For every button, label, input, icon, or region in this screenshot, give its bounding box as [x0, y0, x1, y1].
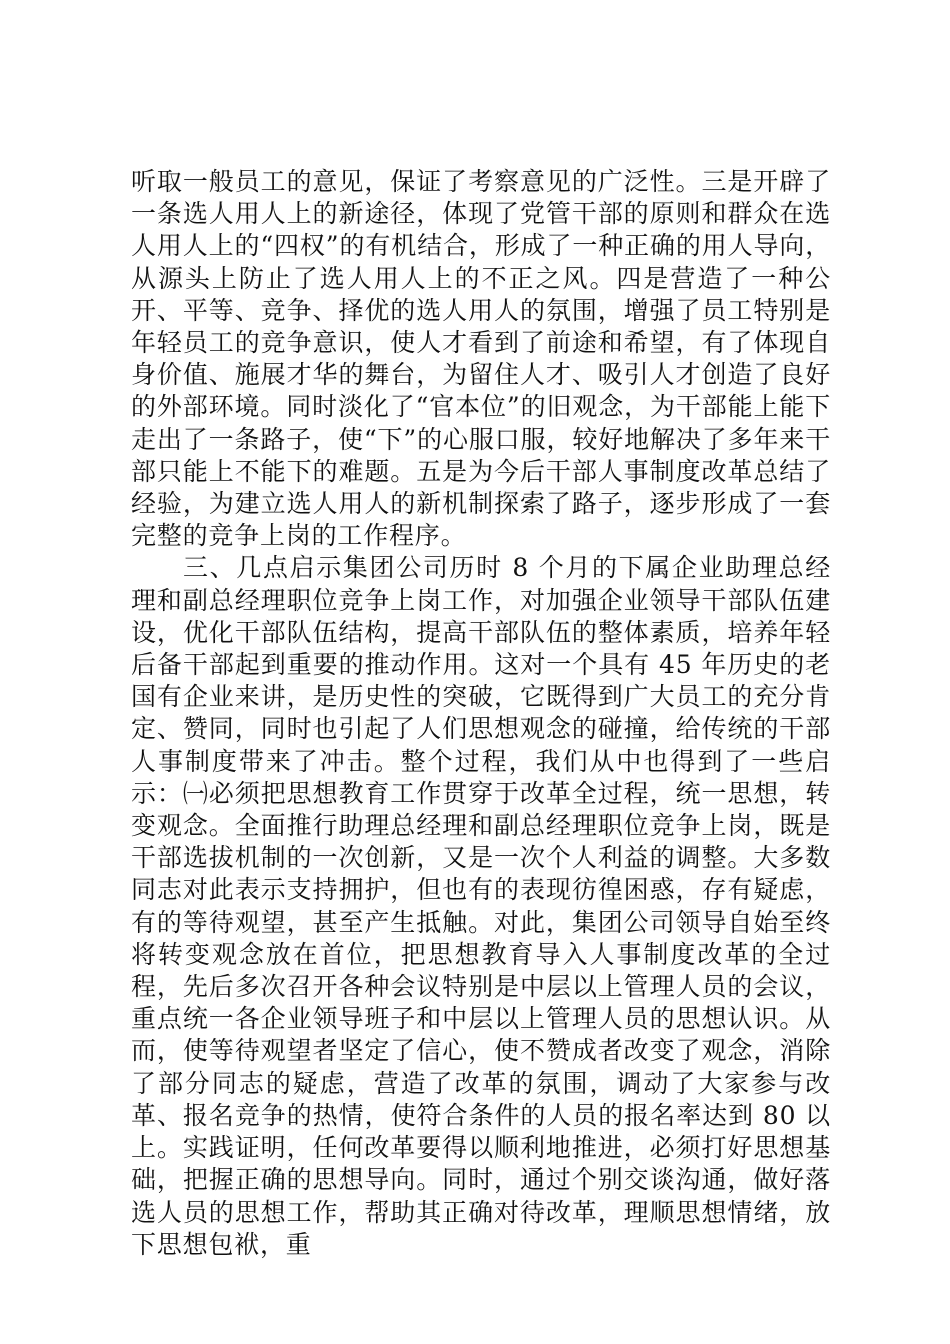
paragraph-continued: 听取一般员工的意见，保证了考察意见的广泛性。三是开辟了一条选人用人上的新途径，体现了党管干部的原则和群众在选人用人上的“四权”的有机结合，形成了一种正确的用人导向，从源头上防止了选人用人上的不正之风。四是营造了一种公开、平等、竞争、择优的选人用人的氛围，增强了员工特别是年轻员工的竞争意识，使人才看到了前途和希望，有了体现自身价值、施展才华的舞台，为留住人才、吸引人才创造了良好的外部环境。同时淡化了“官本位”的旧观念，为干部能上能下走出了一条路子，使“下”的心服口服，较好地解决了多年来干部只能上不能下的难题。五是为今后干部人事制度改革总结了经验，为建立选人用人的新机制探索了路子，逐步形成了一套完整的竞争上岗的工作程序。	[131, 167, 831, 551]
paragraph-section-three: 三、几点启示集团公司历时 8 个月的下属企业助理总经理和副总经理职位竞争上岗工作，对加强企业领导干部队伍建设，优化干部队伍结构，提高干部队伍的整体素质，培养年轻后备干部起到重要的推动作用。这对一个具有 45 年历史的老国有企业来讲，是历史性的突破，它既得到广大员工的充分肯定、赞同，同时也引起了人们思想观念的碰撞，给传统的干部人事制度带来了冲击。整个过程，我们从中也得到了一些启示：㈠必须把思想教育工作贯穿于改革全过程，统一思想，转变观念。全面推行助理总经理和副总经理职位竞争上岗，既是干部选拔机制的一次创新，又是一次个人利益的调整。大多数同志对此表示支持拥护，但也有的表现彷徨困惑，存有疑虑，有的等待观望，甚至产生抵触。对此，集团公司领导自始至终将转变观念放在首位，把思想教育导入人事制度改革的全过程，先后多次召开各种会议特别是中层以上管理人员的会议，重点统一各企业领导班子和中层以上管理人员的思想认识。从而，使等待观望者坚定了信心，使不赞成者改变了观念，消除了部分同志的疑虑，营造了改革的氛围，调动了大家参与改革、报名竞争的热情，使符合条件的人员的报名率达到 80 以上。实践证明，任何改革要得以顺利地推进，必须打好思想基础，把握正确的思想导向。同时，通过个别交谈沟通，做好落选人员的思想工作，帮助其正确对待改革，理顺思想情绪，放下思想包袱，重	[131, 553, 831, 1259]
document-body	[131, 166, 831, 1261]
